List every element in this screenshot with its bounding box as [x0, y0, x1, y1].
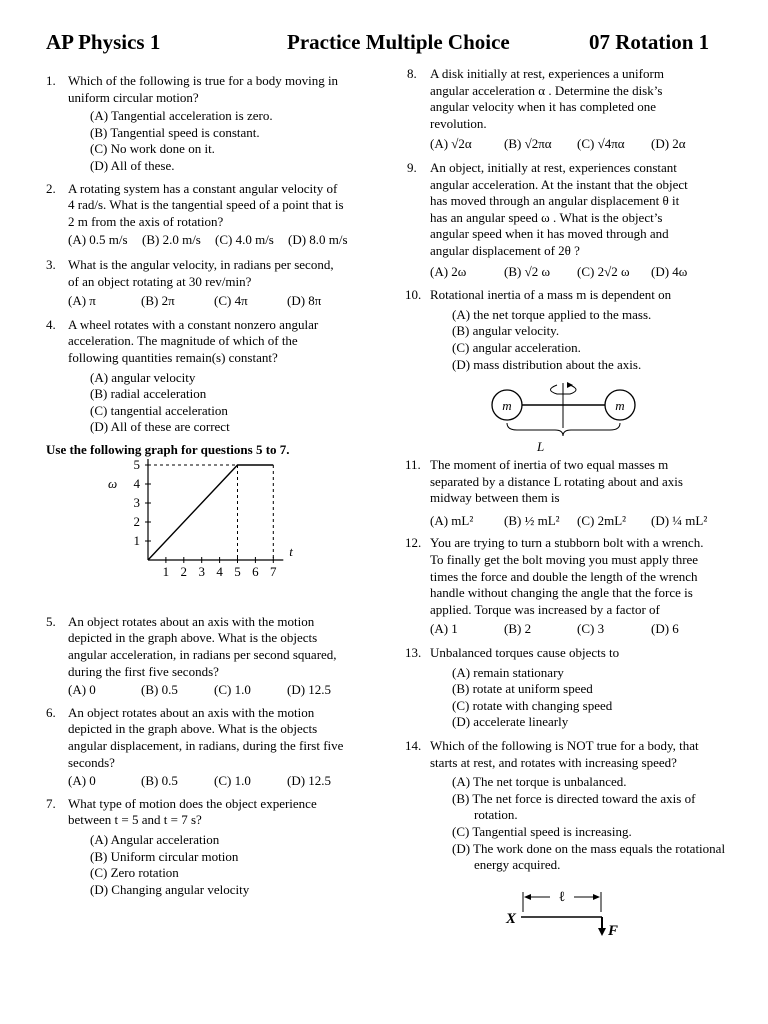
text-line: handle without changing the angle that the force is [430, 585, 693, 601]
length-label: L [537, 439, 545, 454]
option-b[interactable]: (B) rotate at uniform speed [452, 681, 593, 697]
option-b[interactable]: (B) 0.5 [141, 682, 178, 698]
text-line: Which of the following is NOT true for a body, that [430, 738, 699, 753]
option-c[interactable]: (C) 1.0 [214, 773, 251, 789]
unit-title: 07 Rotation 1 [589, 30, 710, 54]
length-label: ℓ [558, 889, 566, 905]
option-d[interactable]: (D) accelerate linearly [452, 714, 569, 730]
question-6 [46, 705, 376, 790]
text-line: angular acceleration α . Determine the disk’s [430, 82, 663, 98]
text-line: 4 rad/s. What is the tangential speed of a point that is [68, 197, 344, 213]
question-number: 9. [407, 159, 417, 175]
question-number: 8. [407, 66, 417, 81]
left-column [46, 66, 376, 898]
text-line: seconds? [68, 754, 115, 770]
option-c[interactable]: (C) No work done on it. [90, 141, 215, 157]
text-line: has an angular speed ω . What is the object’s [430, 209, 663, 225]
question-text [430, 287, 737, 304]
text-line: depicted in the graph above. What is the objects [68, 630, 318, 646]
option-a[interactable]: (A) remain stationary [452, 664, 564, 680]
option-a[interactable]: (A) 1 [430, 621, 458, 637]
text-line: angular velocity when it has completed one [430, 99, 656, 115]
option-d[interactable]: (D) 12.5 [287, 682, 332, 698]
question-number: 4. [46, 316, 56, 332]
option-b[interactable]: (B) 2 [504, 621, 532, 637]
text-line: Rotational inertia of a mass m is dependent on [430, 287, 672, 303]
options [430, 513, 737, 530]
y-tick-label: 4 [133, 475, 140, 491]
text-line: 2 m from the axis of rotation? [68, 213, 224, 229]
text-line: angular acceleration. At the instant that the object [430, 176, 688, 192]
x-tick-label: 1 [162, 563, 170, 579]
option-d[interactable]: (D) The work done on the mass equals the rotational energy acquired. [452, 840, 726, 873]
options [430, 621, 737, 638]
text-line: depicted in the graph above. What is the objects [68, 721, 318, 737]
option-a[interactable]: (A) 2ω [430, 263, 467, 279]
text-line: times the force and double the length of the wrench [430, 568, 698, 584]
option-a[interactable]: (A) Tangential acceleration is zero. [90, 108, 273, 124]
question-text [430, 457, 737, 507]
option-a[interactable]: (A) √2α [430, 136, 472, 152]
text-line: angular displacement of 2θ ? [430, 242, 580, 258]
question-11 [407, 457, 737, 529]
series-line [148, 465, 273, 560]
options [430, 136, 737, 153]
text-line: An object rotates about an axis with the motion [68, 613, 315, 629]
dimension-arrow-right-icon [593, 894, 600, 900]
question-text [68, 614, 376, 680]
option-b[interactable]: (B) Uniform circular motion [90, 848, 239, 864]
option-b[interactable]: (B) 2.0 m/s [142, 232, 201, 248]
option-b[interactable]: (B) 0.5 [141, 773, 178, 789]
option-c[interactable]: (C) 2mL² [577, 512, 627, 528]
mass-right-label: m [615, 398, 625, 414]
option-a[interactable]: (A) the net torque applied to the mass. [452, 306, 652, 322]
option-c[interactable]: (C) tangential acceleration [90, 402, 228, 418]
text-line: angular displacement, in radians, during the first five [68, 738, 344, 754]
question-10 [407, 287, 737, 373]
question-text [68, 317, 376, 367]
wrench-svg [407, 882, 737, 942]
text-line: starts at rest, and rotates with increasing speed? [430, 754, 677, 770]
graph-svg [46, 458, 376, 608]
text-line: A disk initially at rest, experiences a uniform [430, 66, 664, 81]
options [68, 293, 376, 310]
question-13 [407, 645, 737, 731]
y-axis-label: ω [108, 475, 118, 491]
option-a[interactable]: (A) 0.5 m/s [68, 232, 128, 248]
text-line: of an object rotating at 30 rev/min? [68, 273, 252, 289]
text-line: midway between them is [430, 490, 560, 506]
question-5 [46, 614, 376, 699]
options [430, 264, 737, 281]
options [68, 773, 376, 790]
text-line: A wheel rotates with a constant nonzero angular [68, 316, 319, 332]
option-a[interactable]: (A) mL² [430, 512, 474, 528]
x-axis-label: t [289, 543, 293, 559]
text-line: has moved through an angular displacement θ it [430, 193, 680, 209]
text-line: Unbalanced torques cause objects to [430, 645, 620, 661]
text-line: uniform circular motion? [68, 89, 199, 105]
option-d[interactable]: (D) 8.0 m/s [288, 232, 348, 248]
text-line: applied. Torque was increased by a factor of [430, 601, 660, 617]
text-line: during the first five seconds? [68, 663, 219, 679]
text-line: A rotating system has a constant angular velocity of [68, 180, 338, 196]
question-14 [407, 738, 737, 874]
y-tick-label: 3 [133, 494, 140, 510]
question-7 [46, 796, 376, 899]
question-text [430, 645, 737, 662]
option-b[interactable]: (B) ½ mL² [504, 512, 560, 528]
text-line: separated by a distance L rotating about and axis [430, 473, 683, 489]
wrench-figure [407, 882, 737, 942]
option-d[interactable]: (D) 2α [651, 136, 686, 152]
question-number: 14. [405, 738, 422, 753]
question-2 [46, 181, 376, 249]
options [430, 774, 730, 874]
option-c[interactable]: (C) angular acceleration. [452, 339, 581, 355]
question-number: 11. [405, 457, 421, 473]
text-line: following quantities remain(s) constant? [68, 349, 278, 365]
option-c[interactable]: (C) 3 [577, 621, 605, 637]
option-b[interactable]: (B) angular velocity. [452, 323, 560, 339]
text-line: You are trying to turn a stubborn bolt with a wrench. [430, 535, 704, 551]
option-a[interactable]: (A) 0 [68, 682, 96, 698]
text-line: acceleration. The magnitude of which of the [68, 333, 298, 349]
question-number: 10. [405, 287, 422, 303]
option-c[interactable]: (C) 1.0 [214, 682, 251, 698]
options [68, 370, 376, 436]
y-tick-label: 5 [133, 457, 140, 472]
x-tick-label: 4 [216, 563, 223, 579]
question-text [68, 705, 376, 771]
y-tick-label: 1 [133, 532, 140, 548]
x-tick-label: 3 [198, 563, 205, 579]
option-d[interactable]: (D) 6 [651, 621, 679, 637]
question-8 [407, 66, 737, 153]
text-line: An object, initially at rest, experiences constant [430, 159, 677, 175]
text-line: To finally get the bolt moving you must apply three [430, 552, 699, 568]
option-b[interactable]: (B) radial acceleration [90, 386, 207, 402]
option-b[interactable]: (B) √2πα [504, 136, 552, 152]
question-number: 1. [46, 73, 56, 88]
question-number: 3. [46, 256, 56, 272]
two-mass-svg [407, 373, 737, 453]
text-line: An object rotates about an axis with the motion [68, 704, 315, 720]
option-d[interactable]: (D) 8π [287, 293, 322, 309]
question-text [430, 738, 737, 771]
mass-left-label: m [502, 398, 512, 414]
option-a[interactable]: (A) 0 [68, 773, 96, 789]
option-b[interactable]: (B) 2π [141, 293, 175, 309]
text-line: Which of the following is true for a body moving in [68, 73, 339, 88]
question-number: 2. [46, 180, 56, 196]
pivot-label: X [506, 910, 517, 927]
option-c[interactable]: (C) 4π [214, 293, 248, 309]
options [430, 307, 737, 373]
option-d[interactable]: (D) Changing angular velocity [90, 881, 250, 897]
text-line: angular acceleration, in radians per second squared, [68, 647, 337, 663]
omega-time-graph [46, 458, 376, 608]
x-tick-label: 5 [234, 563, 241, 579]
y-tick-label: 2 [133, 513, 140, 529]
option-d[interactable]: (D) mass distribution about the axis. [452, 356, 642, 372]
option-b[interactable]: (B) √2 ω [504, 263, 551, 279]
question-text [430, 535, 737, 618]
option-d[interactable]: (D) All of these are correct [90, 419, 230, 435]
text-line: between t = 5 and t = 7 s? [68, 812, 202, 828]
question-text [68, 73, 376, 106]
question-3 [46, 257, 376, 310]
option-c[interactable]: (C) 4.0 m/s [215, 232, 274, 248]
question-number: 12. [405, 535, 422, 551]
option-a[interactable]: (A) The net torque is unbalanced. [452, 774, 627, 790]
graph-instruction: Use the following graph for questions 5 to 7. [46, 441, 290, 457]
option-b[interactable]: (B) Tangential speed is constant. [90, 124, 260, 140]
force-label: F [608, 922, 619, 939]
worksheet-title: Practice Multiple Choice [287, 30, 510, 54]
option-a[interactable]: (A) π [68, 293, 96, 309]
options [68, 108, 376, 174]
question-number: 7. [46, 795, 56, 811]
option-b[interactable]: (B) The net force is directed toward the axis of rotation. [452, 790, 696, 823]
two-mass-figure [407, 373, 737, 453]
question-number: 13. [405, 645, 422, 661]
x-tick-label: 7 [270, 563, 277, 579]
option-d[interactable]: (D) 12.5 [287, 773, 332, 789]
option-c[interactable]: (C) √4πα [577, 136, 625, 152]
text-line: revolution. [430, 115, 487, 131]
text-line: angular speed when it has moved through and [430, 226, 669, 242]
option-c[interactable]: (C) Zero rotation [90, 865, 179, 881]
x-tick-label: 2 [180, 563, 188, 579]
text-line: What is the angular velocity, in radians per second, [68, 256, 334, 272]
option-d[interactable]: (D) ¼ mL² [651, 512, 708, 528]
dimension-arrow-left-icon [524, 894, 531, 900]
course-title: AP Physics 1 [46, 30, 161, 54]
question-text [68, 257, 376, 290]
question-12 [407, 535, 737, 638]
question-text [68, 181, 376, 231]
text-line: What type of motion does the object experience [68, 795, 317, 811]
option-d[interactable]: (D) 4ω [651, 263, 688, 279]
right-column [407, 66, 737, 942]
text-line: The moment of inertia of two equal masses m [430, 457, 669, 473]
option-d[interactable]: (D) All of these. [90, 157, 175, 173]
question-1 [46, 73, 376, 175]
option-c[interactable]: (C) rotate with changing speed [452, 697, 613, 713]
options [430, 665, 737, 731]
question-9 [407, 160, 737, 280]
question-text [430, 160, 737, 260]
question-text [430, 66, 737, 132]
arrowhead-icon [567, 382, 573, 388]
options [68, 232, 376, 249]
options [68, 832, 376, 898]
question-number: 6. [46, 704, 56, 720]
option-c[interactable]: (C) Tangential speed is increasing. [452, 823, 632, 839]
x-tick-label: 6 [252, 563, 259, 579]
option-a[interactable]: (A) Angular acceleration [90, 832, 220, 847]
option-a[interactable]: (A) angular velocity [90, 369, 196, 385]
question-text [68, 796, 376, 829]
question-4 [46, 317, 376, 436]
options [68, 682, 376, 699]
question-number: 5. [46, 613, 56, 629]
option-c[interactable]: (C) 2√2 ω [577, 263, 630, 279]
force-arrow-icon [598, 928, 606, 936]
